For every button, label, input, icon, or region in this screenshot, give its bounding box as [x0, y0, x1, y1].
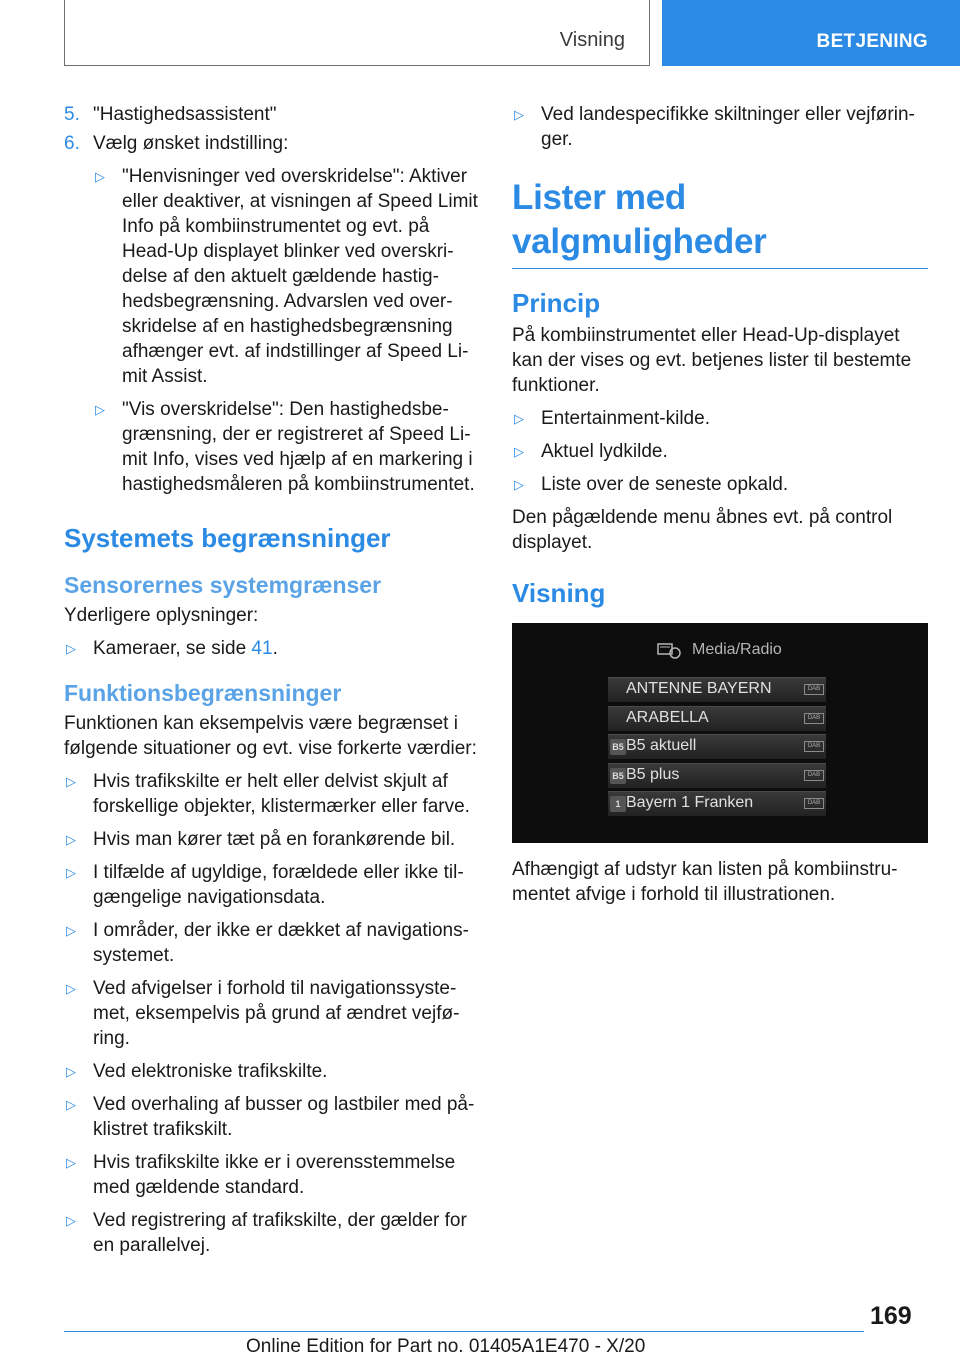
header-chapter-box: [662, 0, 960, 66]
principle-bullet: [512, 439, 928, 464]
menu-text: Den pågældende menu åbnes evt. på control displayet.: [512, 507, 893, 553]
triangle-bullet-icon: ▷: [66, 1155, 76, 1170]
principle-text: På kombiinstrumentet eller Head-Up-displayet kan der vises og evt. betjenes lister til bestemte funktioner.: [512, 325, 912, 396]
station-logo-icon: 1: [610, 796, 626, 812]
bullet-text: Ved overhaling af busser og lastbiler med påklistret trafikskilt.: [93, 1094, 475, 1140]
bullet-text: I tilfælde af ugyldige, forældede eller ikke tilgængelige navigationsdata.: [93, 862, 464, 908]
station-label: ARABELLA: [626, 709, 709, 726]
left-column: [64, 102, 478, 1266]
dab-badge: DAB: [804, 713, 824, 724]
bullet-text: I områder, der ikke er dækket af navigationssystemet.: [93, 920, 469, 966]
step-5: [64, 102, 478, 127]
station-logo-icon: B5: [610, 768, 626, 784]
illustration-caption: Afhængigt af udstyr kan listen på kombiinstrumentet afvige i forhold til illustrationen.: [512, 859, 898, 905]
bullet-tail: .: [272, 638, 278, 659]
sub-bullet: [64, 397, 478, 497]
function-bullet: [64, 1059, 478, 1084]
step-6: [64, 131, 478, 156]
station-label: Bayern 1 Franken: [626, 794, 754, 811]
dab-badge: DAB: [804, 798, 824, 809]
bullet-text: Aktuel lydkilde.: [541, 441, 668, 462]
bullet-text: Hvis trafikskilte er helt eller delvist skjult af forskellige objekter, klistermærker eller farve.: [93, 771, 470, 817]
bullet-text: Ved elektroniske trafikskilte.: [93, 1061, 328, 1082]
bullet-text: "Vis overskridelse": Den hastighedsbegrænsning, der er registreret af Speed Limit Info, vises ved hjælp af en markering i hastighedsmåleren på kombiinstrumentet.: [122, 399, 475, 495]
screen-list-item: [608, 677, 826, 702]
station-logo-icon: B5: [610, 739, 626, 755]
triangle-bullet-icon: ▷: [66, 641, 76, 656]
station-label: B5 plus: [626, 766, 680, 783]
bullet-text: Hvis trafikskilte ikke er i overensstemmelse med gældende standard.: [93, 1152, 456, 1198]
triangle-bullet-icon: ▷: [66, 1064, 76, 1079]
station-label: ANTENNE BAYERN: [626, 680, 772, 697]
step-text: "Hastighedsassistent": [93, 104, 277, 125]
functions-intro: Funktionen kan eksempelvis være begrænset i følgende situationer og evt. vise forkerte værdier:: [64, 713, 477, 759]
triangle-bullet-icon: ▷: [66, 923, 76, 938]
triangle-bullet-icon: ▷: [514, 477, 524, 492]
section-title: Visning: [559, 29, 625, 51]
principle-bullet: [512, 406, 928, 431]
right-column: [512, 102, 928, 915]
screen-list-item: [608, 734, 826, 759]
dab-badge: DAB: [804, 741, 824, 752]
bullet-text: Ved landespecifikke skiltninger eller vejføringer.: [541, 104, 915, 150]
function-bullet: [64, 827, 478, 852]
function-bullet: [64, 1150, 478, 1200]
bullet-text: Ved registrering af trafikskilte, der gælder for en parallelvej.: [93, 1210, 467, 1256]
header-section-box: [64, 0, 650, 66]
camera-bullet: [64, 636, 478, 661]
triangle-bullet-icon: ▷: [514, 411, 524, 426]
step-number: 5.: [64, 104, 80, 125]
function-bullet: [64, 918, 478, 968]
heading-option-lists: Lister med valgmuligheder: [512, 176, 928, 269]
bullet-text: Hvis man kører tæt på en forankørende bil.: [93, 829, 456, 850]
chapter-title: BETJENING: [816, 31, 928, 52]
triangle-bullet-icon: ▷: [66, 1213, 76, 1228]
footer-edition: Online Edition for Part no. 01405A1E470 - X/20: [246, 1336, 646, 1357]
heading-display: Visning: [512, 578, 606, 608]
bullet-text: Entertainment-kilde.: [541, 408, 710, 429]
triangle-bullet-icon: ▷: [514, 107, 524, 122]
function-bullet: [64, 976, 478, 1051]
principle-bullet: [512, 472, 928, 497]
triangle-bullet-icon: ▷: [66, 981, 76, 996]
screen-list-item: [608, 706, 826, 731]
triangle-bullet-icon: ▷: [514, 444, 524, 459]
sub-bullet: [64, 164, 478, 389]
media-icon: [656, 641, 682, 659]
heading-principle: Princip: [512, 288, 601, 318]
triangle-bullet-icon: ▷: [66, 774, 76, 789]
page-number: 169: [870, 1302, 912, 1330]
screen-title: Media/Radio: [692, 641, 782, 658]
heading-function-limits: Funktionsbegrænsninger: [64, 680, 342, 706]
media-radio-illustration: [512, 623, 928, 843]
screen-list-item: [608, 763, 826, 788]
heading-sensor-limits: Sensorernes systemgrænser: [64, 572, 382, 598]
bullet-text: "Henvisninger ved overskridelse": Aktiver eller deaktiver, at visningen af Speed Limit Info på kombiinstrumentet og evt. på Head-Up displayet blinker ved overskridelse af den aktuelt gældende hastighedsbegrænsning. Advarslen ved overskridelse af en hastighedsbegrænsning afhænger evt. af indstillinger af Speed Limit Assist.: [122, 166, 478, 387]
top-bullet: [512, 102, 928, 152]
station-label: B5 aktuell: [626, 737, 697, 754]
dab-badge: DAB: [804, 684, 824, 695]
step-text: Vælg ønsket indstilling:: [93, 133, 289, 154]
more-info-text: Yderligere oplysninger:: [64, 605, 259, 626]
bullet-text: Liste over de seneste opkald.: [541, 474, 789, 495]
bullet-text: Kameraer, se side: [93, 638, 252, 659]
triangle-bullet-icon: ▷: [95, 402, 105, 417]
footer-rule: [64, 1331, 864, 1332]
bullet-text: Ved afvigelser i forhold til navigationssystemet, eksempelvis på grund af ændret vejføring.: [93, 978, 460, 1049]
triangle-bullet-icon: ▷: [66, 865, 76, 880]
triangle-bullet-icon: ▷: [66, 832, 76, 847]
function-bullet: [64, 769, 478, 819]
heading-system-limits: Systemets begrænsninger: [64, 523, 391, 553]
dab-badge: DAB: [804, 770, 824, 781]
screen-list-item: [608, 791, 826, 816]
function-bullet: [64, 1092, 478, 1142]
page-link[interactable]: 41: [251, 638, 273, 659]
function-bullet: [64, 1208, 478, 1258]
step-number: 6.: [64, 133, 80, 154]
triangle-bullet-icon: ▷: [66, 1097, 76, 1112]
function-bullet: [64, 860, 478, 910]
triangle-bullet-icon: ▷: [95, 169, 105, 184]
